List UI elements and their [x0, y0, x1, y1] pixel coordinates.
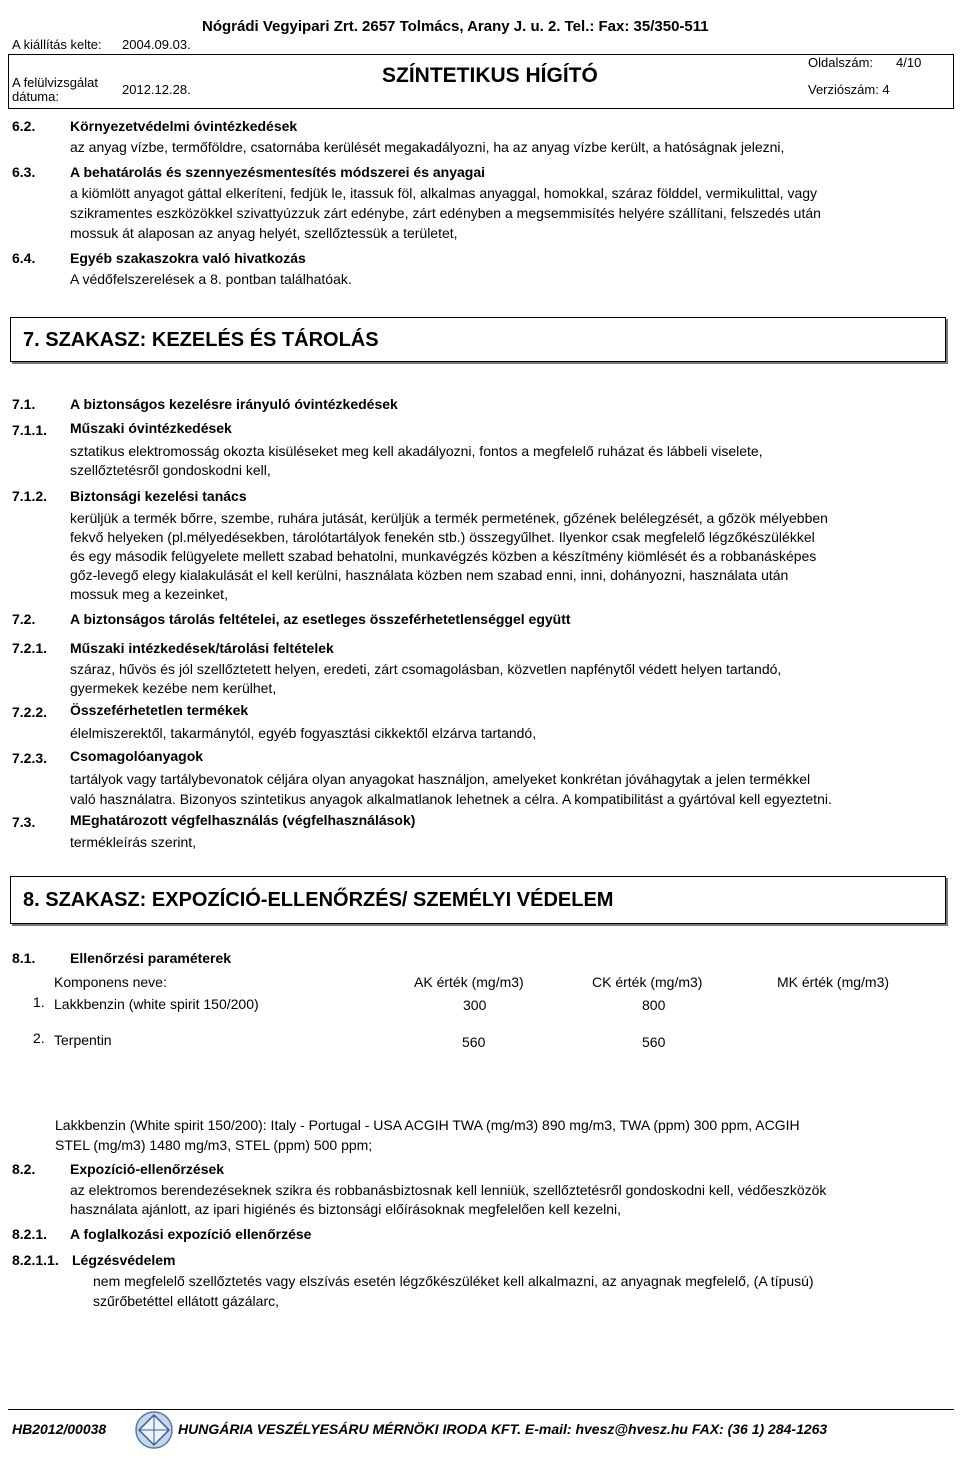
table-header-mk: MK érték (mg/m3): [777, 974, 890, 990]
document-title: SZÍNTETIKUS HÍGÍTÓ: [382, 64, 598, 87]
section-heading: MEghatározott végfelhasználás (végfelhasználások): [70, 812, 416, 828]
paragraph: szellőztetésről gondoskodni kell,: [70, 462, 271, 478]
paragraph: a kiömlött anyagot gáttal elkeríteni, fedjük le, itassuk föl, alkalmas anyaggal, homokkal, száraz földdel, vermikulittal, vagy: [70, 185, 818, 201]
revision-label-1: A felülvizsgálat: [12, 75, 98, 90]
paragraph: gőz-levegő elegy kialakulását el kell kerülni, használata közben nem szabad enni, inni, dohányozni, használata után: [70, 567, 789, 583]
section-heading: A foglalkozási expozíció ellenőrzése: [70, 1226, 312, 1242]
section-heading: A behatárolás és szennyezésmentesítés módszerei és anyagai: [70, 164, 486, 180]
issue-date-label: A kiállítás kelte:: [12, 37, 102, 52]
section-number: 7.1.: [12, 396, 36, 412]
section-heading: Légzésvédelem: [72, 1252, 176, 1268]
section-number: 7.2.3.: [12, 750, 48, 766]
section-8-title: 8. SZAKASZ: EXPOZÍCIÓ-ELLENŐRZÉS/ SZEMÉLYI VÉDELEM: [23, 889, 614, 911]
paragraph: STEL (mg/m3) 1480 mg/m3, STEL (ppm) 500 ppm;: [55, 1137, 373, 1153]
table-header-ck: CK érték (mg/m3): [592, 974, 703, 990]
section-heading: A biztonságos tárolás feltételei, az esetleges összeférhetetlenséggel együtt: [70, 611, 571, 627]
paragraph: használata ajánlott, az ipari higiénés és biztonsági előírásoknak megfelelően kell kezelni,: [70, 1201, 621, 1217]
section-number: 8.2.1.: [12, 1226, 48, 1242]
paragraph: A védőfelszerelések a 8. pontban találhatóak.: [70, 271, 352, 287]
section-7-title-box: [10, 317, 946, 362]
section-number: 7.1.1.: [12, 422, 48, 438]
table-row-number: 1.: [33, 994, 45, 1010]
revision-label-2: dátuma:: [12, 89, 59, 104]
paragraph: kerüljük a termék bőrre, szembe, ruhára jutását, kerüljük a termék permetének, gőzének belélegzését, a gőzök mélyebben: [70, 510, 828, 526]
paragraph: az anyag vízbe, termőföldre, csatornába kerülését megakadályozni, ha az anyag vízbe került, a hatóságnak jelezni,: [70, 139, 785, 155]
header-divider-top: [8, 54, 954, 55]
section-heading: Összeférhetetlen termékek: [70, 702, 249, 718]
section-number: 8.2.: [12, 1161, 36, 1177]
paragraph: fekvő helyeken (pl.mélyedésekben, tárolótartályok fenekén stb.) összegyűlhet. Ilyenkor csak megfelelő légzőkészülékkel: [70, 529, 815, 545]
paragraph: nem megfelelő szellőztetés vagy elszívás esetén légzőkészüléket kell alkalmazni, az anyagnak megfelelő, (A típusú): [93, 1273, 814, 1289]
header-border-right: [953, 54, 954, 109]
section-heading: Biztonsági kezelési tanács: [70, 488, 247, 504]
table-row-number: 2.: [33, 1030, 45, 1046]
table-header-ak: AK érték (mg/m3): [414, 974, 524, 990]
section-number: 7.2.1.: [12, 640, 48, 656]
paragraph: sztatikus elektromosság okozta kisüléseket meg kell akadályozni, fontos a megfelelő ruházat és lábbeli viselete,: [70, 443, 763, 459]
page-number-label: Oldalszám:: [808, 55, 874, 70]
section-heading: Csomagolóanyagok: [70, 748, 204, 764]
section-7-title: 7. SZAKASZ: KEZELÉS ÉS TÁROLÁS: [23, 329, 379, 351]
page-number: 4/10: [896, 55, 922, 70]
section-heading: Ellenőrzési paraméterek: [70, 950, 232, 966]
section-heading: Környezetvédelmi óvintézkedések: [70, 118, 298, 134]
paragraph: termékleírás szerint,: [70, 834, 197, 850]
paragraph: száraz, hűvös és jól szellőztetett helyen, eredeti, zárt csomagolásban, közvetlen napfénytől védett helyen tartandó,: [70, 661, 782, 677]
paragraph: gyermekek kezébe nem kerülhet,: [70, 680, 277, 696]
section-8-title-box: [10, 876, 946, 924]
version-number: Verziószám: 4: [808, 82, 890, 97]
section-number: 7.1.2.: [12, 488, 48, 504]
paragraph: mossuk meg a kezeinket,: [70, 586, 228, 602]
section-number: 6.2.: [12, 118, 36, 134]
section-number: 6.4.: [12, 250, 36, 266]
paragraph: tartályok vagy tartálybevonatok céljára olyan anyagokat használjon, amelyeket konkrétan jóváhagytak a jelen termékkel: [70, 771, 811, 787]
footer-company-info: HUNGÁRIA VESZÉLYESÁRU MÉRNÖKI IRODA KFT. E-mail: hvesz@hvesz.hu FAX: (36 1) 284-1263: [178, 1421, 828, 1437]
section-heading: A biztonságos kezelésre irányuló óvintézkedések: [70, 396, 398, 412]
section-heading: Expozíció-ellenőrzések: [70, 1161, 225, 1177]
paragraph: élelmiszerektől, takarmánytól, egyéb fogyasztási cikkektől elzárva tartandó,: [70, 725, 537, 741]
table-cell-name: Terpentin: [54, 1032, 112, 1048]
table-cell-ak: 300: [463, 997, 487, 1013]
revision-date: 2012.12.28.: [122, 82, 191, 97]
paragraph: mossuk át alaposan az anyag helyét, szellőztessük a területet,: [70, 225, 458, 241]
company-logo-icon: [134, 1410, 174, 1450]
paragraph: szikramentes eszközökkel szivattyúzzuk zárt edénybe, zárt edényben a megsemmisítés helyére szállítani, felszedés után: [70, 205, 821, 221]
header-divider-bottom: [8, 108, 954, 109]
section-heading: Műszaki óvintézkedések: [70, 420, 232, 436]
section-number: 7.3.: [12, 814, 36, 830]
section-number: 6.3.: [12, 164, 36, 180]
section-heading: Egyéb szakaszokra való hivatkozás: [70, 250, 306, 266]
table-cell-ak: 560: [462, 1034, 486, 1050]
section-number: 8.1.: [12, 950, 36, 966]
paragraph: Lakkbenzin (White spirit 150/200): Italy - Portugal - USA ACGIH TWA (mg/m3) 890 mg/m3, TWA (ppm) 300 ppm, ACGIH: [55, 1117, 800, 1133]
section-number: 7.2.2.: [12, 704, 48, 720]
table-cell-ck: 560: [642, 1034, 666, 1050]
section-number: 7.2.: [12, 611, 36, 627]
table-cell-name: Lakkbenzin (white spirit 150/200): [54, 996, 259, 1012]
company-header: Nógrádi Vegyipari Zrt. 2657 Tolmács, Arany J. u. 2. Tel.: Fax: 35/350-511: [202, 18, 709, 35]
paragraph: való használatra. Bizonyos szintetikus anyagok alkalmatlanok lehetnek a célra. A kompatibilitást a gyártóval kell egyeztetni.: [70, 791, 832, 807]
section-heading: Műszaki intézkedések/tárolási feltételek: [70, 640, 334, 656]
issue-date: 2004.09.03.: [122, 37, 191, 52]
table-cell-ck: 800: [642, 997, 666, 1013]
footer-doc-id: HB2012/00038: [12, 1421, 107, 1437]
paragraph: az elektromos berendezéseknek szikra és robbanásbiztosnak kell lenniük, szellőztetésről gondoskodni kell, védőeszközök: [70, 1182, 827, 1198]
table-header-component: Komponens neve:: [54, 974, 167, 990]
header-border-left: [8, 54, 9, 109]
paragraph: szűrőbetéttel ellátott gázálarc,: [93, 1293, 279, 1309]
paragraph: és egy második felügyelete mellett szabad behatolni, munkavégzés közben a készítmény kiömlését és a robbanásképes: [70, 548, 817, 564]
section-number: 8.2.1.1.: [12, 1252, 59, 1268]
